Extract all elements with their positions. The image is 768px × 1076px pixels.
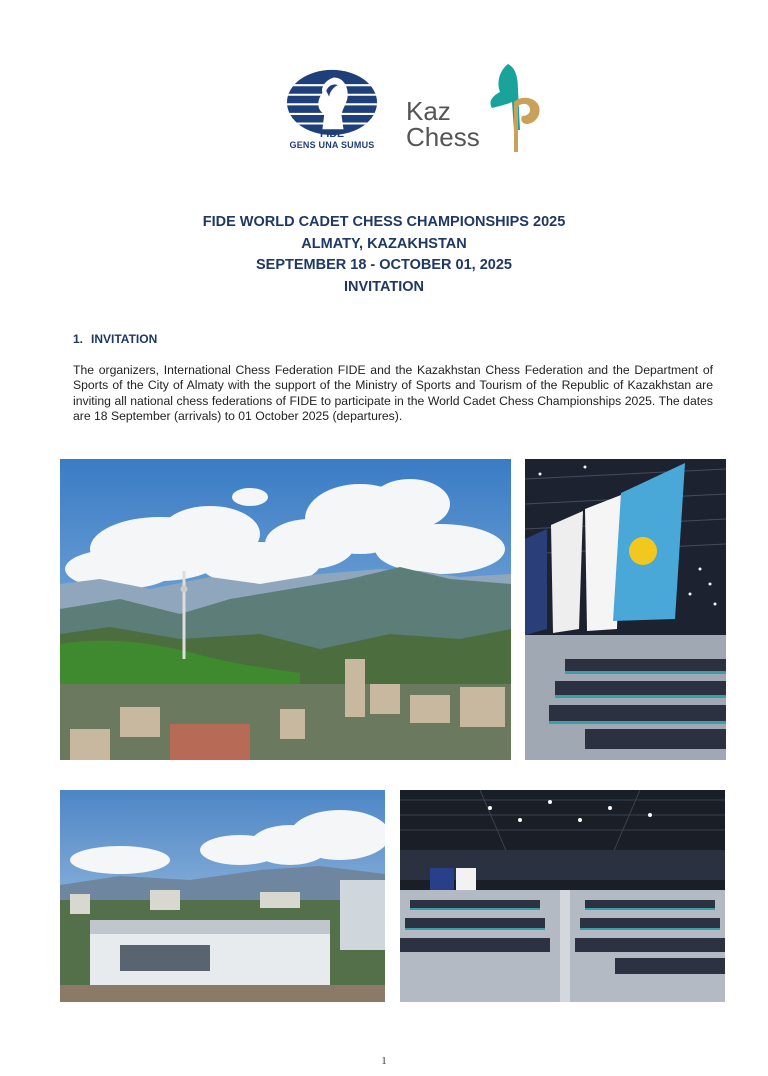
- document-title: [0, 212, 768, 298]
- title-line-4: INVITATION: [343, 278, 424, 295]
- photo-almaty-arena: [60, 790, 385, 1002]
- page-number: 1: [381, 1055, 387, 1067]
- title-line-1: FIDE WORLD CADET CHESS CHAMPIONSHIPS 2025: [202, 214, 566, 230]
- fide-logo-text: FIDE: [320, 127, 344, 140]
- photo-almaty-mountains: [60, 459, 511, 760]
- fide-motto: GENS UNA SUMUS: [289, 140, 375, 150]
- header-logos: [280, 60, 560, 160]
- photo-arena-interior: [400, 790, 725, 1002]
- photo-hall-flags: [525, 459, 726, 760]
- kazchess-text-line1: Kaz: [406, 96, 451, 126]
- kazchess-text-line2: Chess: [406, 122, 480, 152]
- title-line-3: SEPTEMBER 18 - OCTOBER 01, 2025: [256, 257, 512, 273]
- section-title: INVITATION: [91, 332, 158, 346]
- section-number: 1.: [73, 332, 84, 346]
- section-heading: [73, 332, 157, 346]
- invitation-paragraph: The organizers, International Chess Federation FIDE and the Kazakhstan Chess Federation and the Department of Sports of the City of Almaty with the support of the Ministry of Sports and Tourism of the Republic of Kazakhstan are inviting all national chess federations of FIDE to participate in the World Cadet Chess Championships 2025. The dates are 18 September (arrivals) to 01 October 2025 (departures).: [73, 363, 713, 423]
- title-line-2: ALMATY, KAZAKHSTAN: [301, 235, 467, 252]
